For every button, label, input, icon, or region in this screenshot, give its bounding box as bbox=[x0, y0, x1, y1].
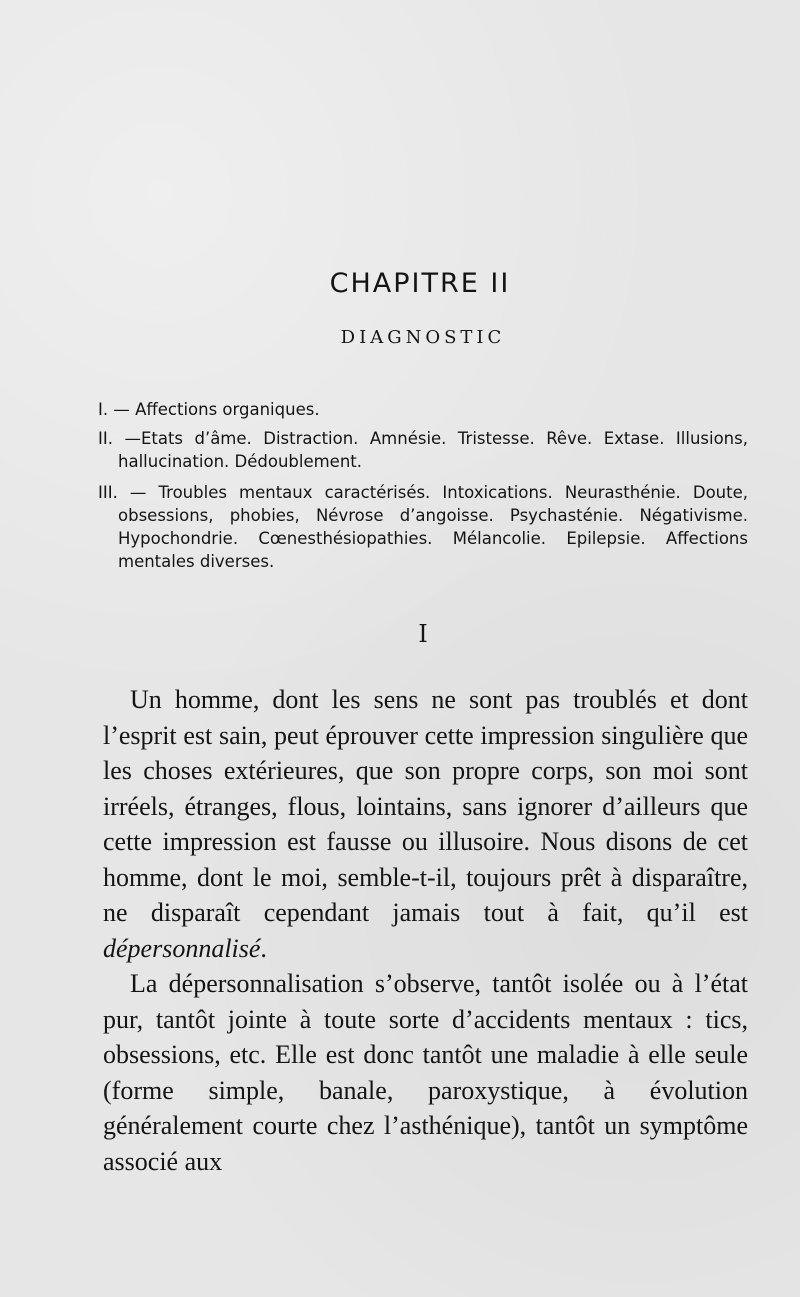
paragraph-1 bbox=[103, 682, 748, 966]
body-text bbox=[103, 682, 748, 1179]
summary-item-2: II. —Etats d’âme. Distraction. Amnésie. Tristesse. Rêve. Extase. Illusions, hallucination. Dédoublement. bbox=[98, 429, 748, 471]
section-number: I bbox=[418, 620, 428, 648]
paragraph-1-text: Un homme, dont les sens ne sont pas troublés et dont l’esprit est sain, peut éprouver cette impression singulière que les choses extérieures, que son propre corps, son moi sont irréels, étranges, flous, lointains, sans ignorer d’ailleurs que cette impression est fausse ou illusoire. Nous disons de cet homme, dont le moi, semble-t-il, toujours prêt à disparaître, ne disparaît cependant jamais tout à fait, qu’il est bbox=[103, 685, 748, 927]
paragraph-2: La dépersonnalisation s’observe, tantôt isolée ou à l’état pur, tantôt jointe à toute sorte d’accidents mentaux : tics, obsessions, etc. Elle est donc tantôt une maladie à elle seule (forme simple, banale, paroxystique, à évolution généralement courte chez l’asthénique), tantôt un symptôme associé aux bbox=[103, 969, 748, 1176]
summary-item-1: I. — Affections organiques. bbox=[98, 400, 320, 419]
chapter-summary bbox=[98, 398, 748, 581]
paragraph-1-emphasis: dépersonnalisé bbox=[103, 933, 261, 963]
chapter-title: CHAPITRE II bbox=[329, 268, 511, 299]
chapter-subtitle: DIAGNOSTIC bbox=[340, 327, 506, 348]
summary-item-3: III. — Troubles mentaux caractérisés. Intoxications. Neurasthénie. Doute, obsessions, phobies, Névrose d’angoisse. Psychasténie. Négativisme. Hypochondrie. Cœnesthésiopathies. Mélancolie. Epilepsie. Affections mentales diverses. bbox=[98, 483, 748, 571]
paragraph-1-end: . bbox=[260, 933, 267, 963]
